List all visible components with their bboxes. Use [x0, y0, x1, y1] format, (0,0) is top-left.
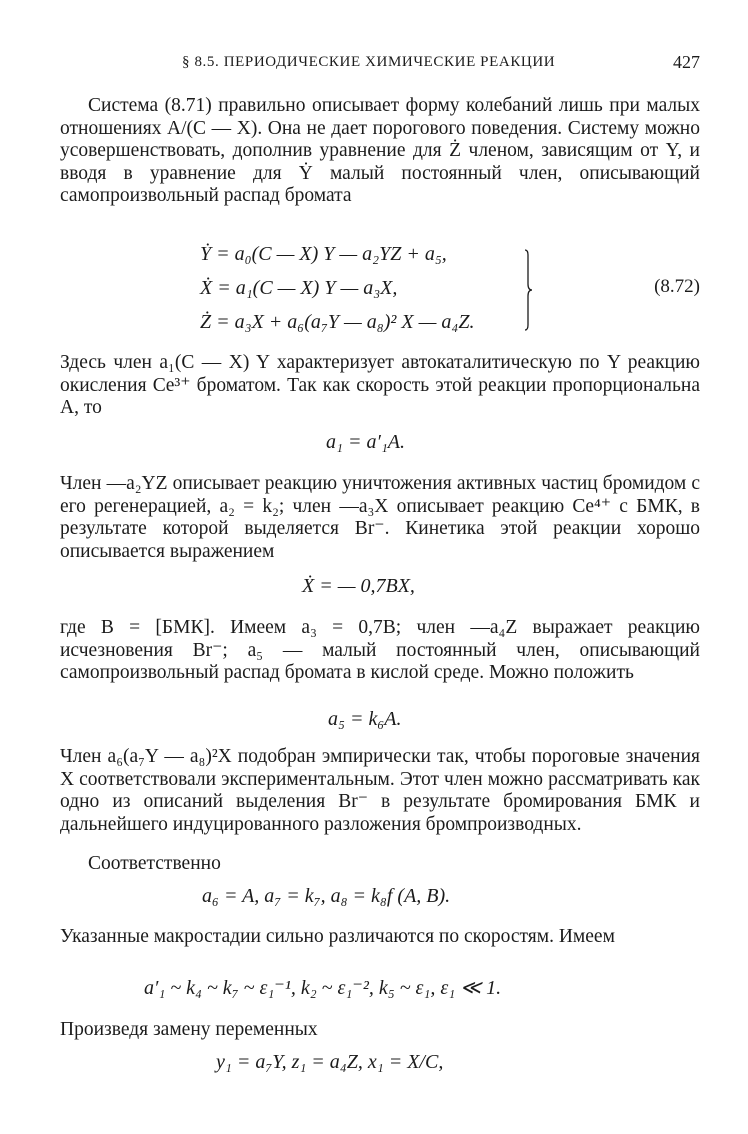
formula-new-variables: y₁ = a₇Y, z₁ = a₄Z, x₁ = X/C, — [216, 1051, 444, 1073]
equation-number-8-72: (8.72) — [654, 276, 700, 297]
equation-y-dot: Ẏ = a₀(C — X) Y — a₂YZ + a₅, — [200, 243, 447, 265]
formula-x-dot-kinetics: Ẋ = — 0,7BX, — [302, 575, 415, 597]
paragraph-autocatalytic: Здесь член a₁(C — X) Y характеризует автокаталитическую по Y реакцию окисления Ce³⁺ броматом. Так как скорость этой реакции пропорциональна A, то — [60, 352, 700, 418]
formula-a6-a7-a8: a₆ = A, a₇ = k₇, a₈ = k₈f (A, B). — [202, 885, 451, 907]
running-title: § 8.5. ПЕРИОДИЧЕСКИЕ ХИМИЧЕСКИЕ РЕАКЦИИ — [182, 54, 556, 70]
page-number: 427 — [673, 52, 700, 72]
paragraph-system-improvement: Система (8.71) правильно описывает форму колебаний лишь при малых отношениях A/(C — X). Она не дает порогового поведения. Систему можно усовершенствовать, дополнив уравнение для Ż членом, зависящим от Y, и вводя в уравнение для Ẏ малый постоянный член, описывающий самопроизвольный распад бромата — [60, 95, 700, 206]
right-brace-icon — [524, 249, 534, 331]
paragraph-empirical-term: Член a₆(a₇Y — a₈)²X подобран эмпирически так, чтобы пороговые значения X соответствовали экспериментальным. Этот член можно рассматривать как одно из описаний выделения Br⁻ в результате бромирования БМК и дальнейшего индуцированного разложения бромпроизводных. — [60, 746, 700, 835]
paragraph-macrostages: Указанные макростадии сильно различаются по скоростям. Имеем — [60, 926, 615, 947]
paragraph-accordingly: Соответственно — [88, 853, 221, 874]
page-header — [60, 50, 700, 78]
paragraph-variable-change: Произведя замену переменных — [60, 1019, 318, 1040]
equation-system-8-72 — [200, 243, 700, 339]
equation-z-dot: Ż = a₃X + a₆(a₇Y — a₈)² X — a₄Z. — [200, 311, 475, 333]
formula-a5: a₅ = k₆A. — [328, 708, 402, 730]
paragraph-bmk-definition: где B = [БМК]. Имеем a₃ = 0,7B; член —a₄Z выражает реакцию исчезновения Br⁻; a₅ — малый постоянный член, описывающий самопроизвольный распад бромата в кислой среде. Можно положить — [60, 617, 700, 683]
formula-a1: a₁ = a′₁A. — [326, 431, 405, 453]
formula-rate-orders: a′₁ ~ k₄ ~ k₇ ~ ε₁⁻¹, k₂ ~ ε₁⁻², k₅ ~ ε₁, ε₁ ≪ 1. — [144, 977, 502, 999]
equation-x-dot: Ẋ = a₁(C — X) Y — a₃X, — [200, 277, 398, 299]
paragraph-bromide-reaction: Член —a₂YZ описывает реакцию уничтожения активных частиц бромидом с его регенерацией, a₂ = k₂; член —a₃X описывает реакцию Ce⁴⁺ с БМК, в результате которой выделяется Br⁻. Кинетика этой реакции хорошо описывается выражением — [60, 473, 700, 562]
